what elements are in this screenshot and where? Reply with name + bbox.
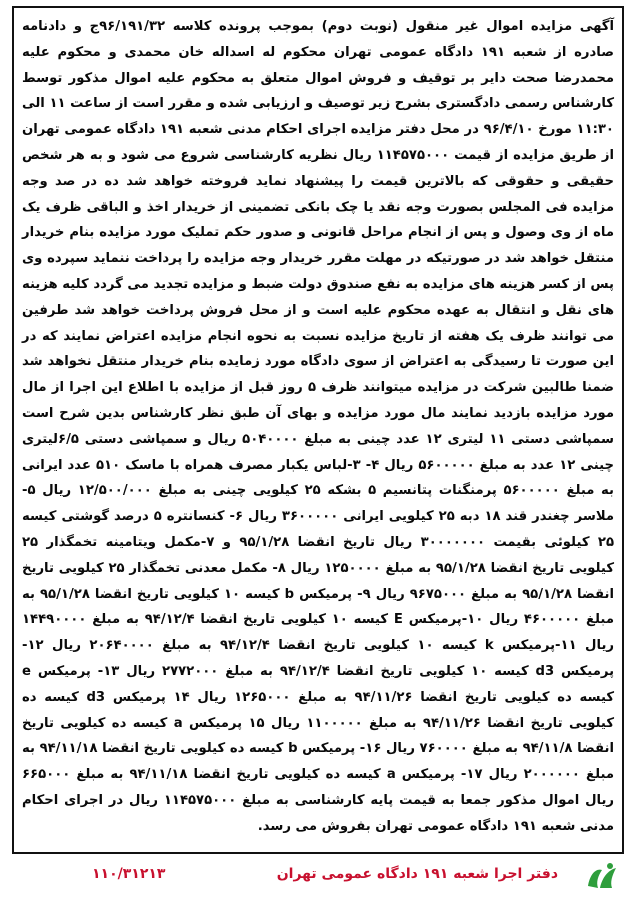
notice-reference-code: ۱۱۰/۳۱۲۱۳ <box>92 866 166 882</box>
notice-frame <box>12 6 624 854</box>
issuing-office: دفتر اجرا شعبه ۱۹۱ دادگاه عمومی تهران <box>276 866 558 882</box>
notice-footer <box>12 862 624 892</box>
notice-body-text: آگهی مزایده اموال غیر منقول (نوبت دوم) بموجب پرونده کلاسه ۹۶/۱۹۱/۳۲ج و دادنامه صادره از شعبه ۱۹۱ دادگاه عمومی تهران محکوم له اسداله خان محمدی و محکوم علیه محمدرضا صحت دایر بر توقیف و فروش اموال متعلق به محکوم علیه اموال مذکور توسط کارشناس رسمی دادگستری بشرح زیر توصیف و ارزیابی شده و مقرر است از ساعت ۱۱ الی ۱۱:۳۰ مورخ ۹۶/۴/۱۰ در محل دفتر مزایده اجرای احکام مدنی شعبه ۱۹۱ دادگاه عمومی تهران از طریق مزایده از قیمت ۱۱۴۵۷۵۰۰۰ ریال نظریه کارشناسی شروع می شود و به هر شخص حقیقی و حقوقی که بالاترین قیمت را پیشنهاد نماید فروخته خواهد شد ده در صد وجه مزایده فی المجلس بصورت وجه نقد یا چک بانکی تضمینی از خریدار اخذ و الباقی ظرف یک ماه از وی وصول و پس از انجام مراحل قانونی و صدور حکم تملیک مورد مزایده بنام خریدار منتقل خواهد شد در صورتیکه در مهلت مقرر خریدار وجه مزایده را پرداخت ننماید سپرده وی پس از کسر هزینه های مزایده به نفع صندوق دولت ضبط و مزایده تجدید می گردد کلیه هزینه های نقل و انتقال به عهده محکوم علیه است و از محل فروش پرداخت خواهد شد طرفین می توانند ظرف یک هفته از تاریخ مزایده نسبت به نحوه انجام مزایده اعتراض نمایند که در این صورت تا رسیدگی به اعتراض از سوی دادگاه مورد زمایده بنام خریدار منتقل نخواهد شد ضمنا طالبین شرکت در مزایده میتوانند ظرف ۵ روز قبل از مزایده با اطلاع این اجرا از مال مورد مزایده بازدید نمایند مال مورد مزایده و بهای آن طبق نظر کارشناس بدین شرح است سمپاشی دستی ۱۱ لیتری ۱۲ عدد چینی به مبلغ ۵۰۴۰۰۰۰ ریال و سمپاشی دستی ۶/۵لیتری چینی ۱۲ عدد به مبلغ ۵۶۰۰۰۰۰ ریال ۴- ۳-لباس یکبار مصرف همراه با ماسک ۵۱۰ عدد ایرانی به مبلغ ۵۶۰۰۰۰۰ پرمنگنات پتانسیم ۵ بشکه ۲۵ کیلویی چینی به مبلغ ۱۲/۵۰۰/۰۰۰ ریال ۵-ملاسر چغندر قند ۱۸ دبه ۲۵ کیلویی ایرانی ۳۶۰۰۰۰۰ ریال ۶- کنسانتره ۵ درصد گوشتی کیسه ۲۵ کیلوئی بقیمت ۳۰۰۰۰۰۰۰ ریال تاریخ انقضا ۹۵/۱/۲۸ و ۷-مکمل ویتامینه تخمگذار ۲۵ کیلویی تاریخ انقضا ۹۵/۱/۲۸ به مبلغ ۱۲۵۰۰۰۰ ریال ۸- مکمل معدنی تخمگذار ۲۵ کیلویی تاریخ انقضا ۹۵/۱/۲۸ به مبلغ ۹۶۷۵۰۰۰ ریال ۹- پرمیکس b کیسه ۱۰ کیلویی تاریخ انقضا ۹۵/۱/۲۸ به مبلغ ۴۶۰۰۰۰۰ ریال ۱۰-پرمیکس E کیسه ۱۰ کیلویی تاریخ انقضا ۹۴/۱۲/۴ به مبلغ ۱۴۴۹۰۰۰۰ ریال ۱۱-پرمیکس k کیسه ۱۰ کیلویی تاریخ انقضا ۹۴/۱۲/۴ به مبلغ ۲۰۶۴۰۰۰۰ ریال ۱۲-پرمیکس d3 کیسه ۱۰ کیلویی تاریخ انقضا ۹۴/۱۲/۴ به مبلغ ۲۷۷۲۰۰۰ ریال ۱۳- پرمیکس e کیسه ده کیلویی تاریخ انقضا ۹۴/۱۱/۲۶ به مبلغ ۱۲۶۵۰۰۰ ریال ۱۴ پرمیکس d3 کیسه ده کیلویی تاریخ انقضا ۹۴/۱۱/۲۶ به مبلغ ۱۱۰۰۰۰۰ ریال ۱۵ پرمیکس a کیسه ده کیلویی تاریخ انقضا ۹۴/۱۱/۸ به مبلغ ۷۶۰۰۰۰ ریال ۱۶- پرمیکس b کیسه ده کیلویی تاریخ انقضا ۹۴/۱۱/۱۸ به مبلغ ۲۰۰۰۰۰۰ ریال ۱۷- پرمیکس a کیسه ده کیلویی تاریخ انقضا ۹۴/۱۱/۱۸ به مبلغ ۶۶۵۰۰۰ ریال اموال مذکور جمعا به قیمت پایه کارشناسی به مبلغ ۱۱۴۵۷۵۰۰۰ ریال در اجرای احکام مدنی شعبه ۱۹۱ دادگاه عمومی تهران بفروش می رسد. <box>22 19 615 834</box>
newspaper-logo-icon <box>582 860 622 894</box>
